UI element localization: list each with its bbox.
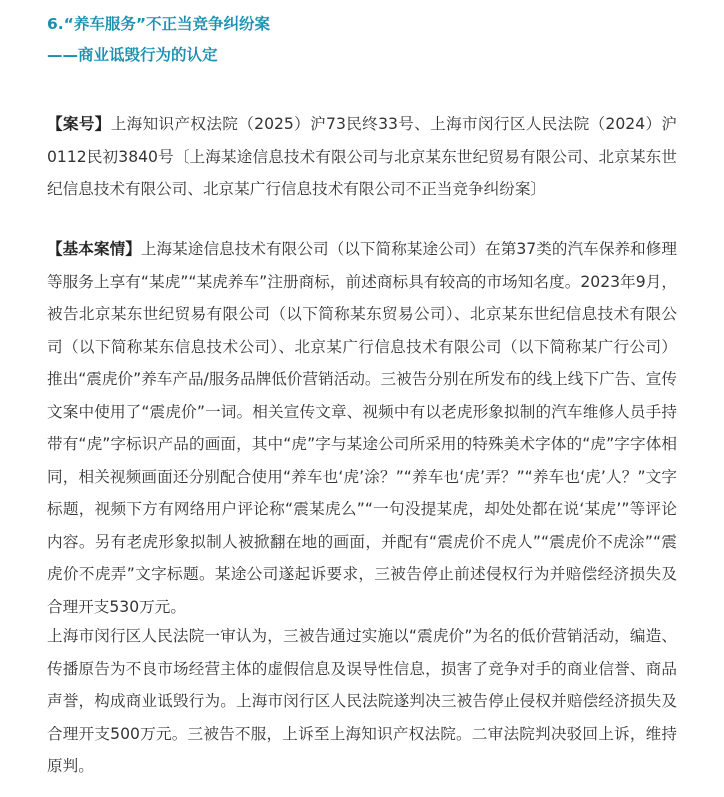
case-number-paragraph (47, 108, 677, 206)
judgment-paragraph: 上海市闵行区人民法院一审认为，三被告通过实施以“震虎价”为名的低价营销活动，编造、传播原告为不良市场经营主体的虚假信息及误导性信息，损害了竞争对手的商业信誉、商品声誉，构成商业诋毁行为。上海市闵行区人民法院遂判决三被告停止侵权并赔偿经济损失及合理开支500万元。三被告不服，上诉至上海知识产权法院。二审法院判决驳回上诉，维持原判。 (47, 627, 677, 775)
basic-facts-label: 【基本案情】 (47, 240, 141, 258)
case-number-text: 上海知识产权法院（2025）沪73民终33号、上海市闵行区人民法院（2024）沪0112民初3840号〔上海某途信息技术有限公司与北京某东世纪贸易有限公司、北京某东世纪信息技术有限公司、北京某广行信息技术有限公司不正当竞争纠纷案〕 (47, 115, 677, 198)
case-number-label: 【案号】 (47, 115, 111, 133)
basic-facts-paragraph (47, 233, 677, 623)
case-title: 6.“养车服务”不正当竞争纠纷案 (47, 15, 271, 33)
case-subtitle: ——商业诋毁行为的认定 (47, 46, 218, 64)
basic-facts-text: 上海某途信息技术有限公司（以下简称某途公司）在第37类的汽车保养和修理等服务上享有“某虎”“某虎养车”注册商标，前述商标具有较高的市场知名度。2023年9月，被告北京某东世纪贸易有限公司（以下简称某东贸易公司）、北京某东世纪信息技术有限公司（以下简称某东信息技术公司）、北京某广行信息技术有限公司（以下简称某广行公司）推出“震虎价”养车产品/服务品牌低价营销活动。三被告分别在所发布的线上线下广告、宣传文案中使用了“震虎价”一词。相关宣传文章、视频中有以老虎形象拟制的汽车维修人员手持带有“虎”字标识产品的画面，其中“虎”字与某途公司所采用的特殊美术字体的“虎”字字体相同，相关视频画面还分别配合使用“养车也‘虎’涂？”“养车也‘虎’弄？”“养车也‘虎’人？”文字标题，视频下方有网络用户评论称“震某虎么”“一句没提某虎，却处处都在说‘某虎’”等评论内容。另有老虎形象拟制人被掀翻在地的画面，并配有“震虎价不虎人”“震虎价不虎涂”“震虎价不虎弄”文字标题。某途公司遂起诉要求，三被告停止前述侵权行为并赔偿经济损失及合理开支530万元。 (47, 240, 677, 616)
